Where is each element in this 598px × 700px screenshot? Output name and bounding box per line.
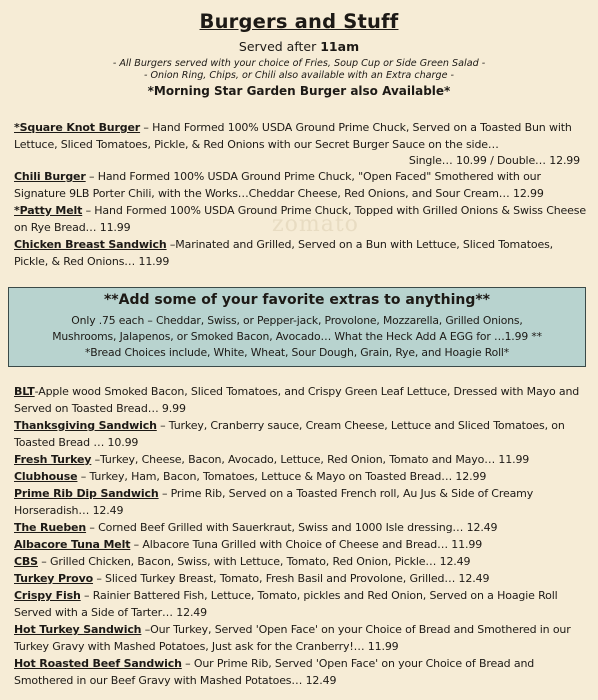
menu-item (14, 384, 586, 417)
menu-item (14, 237, 586, 270)
item-name: Fresh Turkey (14, 453, 92, 466)
item-description: – Hand Formed 100% USDA Ground Prime Chuck, Served on a Toasted Bun with Lettuce, Sliced Tomatoes, Pickle, & Red Onions with our Secret Burger Sauce on the side… (14, 121, 572, 151)
menu-item (14, 203, 586, 236)
bread-choices-line: *Bread Choices include, White, Wheat, Sour Dough, Grain, Rye, and Hoagie Roll* (84, 346, 510, 359)
menu-item (14, 571, 586, 588)
item-name: CBS (14, 555, 38, 568)
extras-line: Mushrooms, Jalapenos, or Smoked Bacon, Avocado… What the Heck Add A EGG for …1.99 ** (52, 330, 542, 343)
item-description: –Marinated and Grilled, Served on a Bun with Lettuce, Sliced Tomatoes, Pickle, & Red Onions… 11.99 (14, 238, 553, 268)
item-description: – Sliced Turkey Breast, Tomato, Fresh Basil and Provolone, Grilled… 12.49 (93, 572, 490, 585)
menu-item (14, 486, 586, 519)
item-name: Crispy Fish (14, 589, 81, 602)
item-description: – Prime Rib, Served on a Toasted French roll, Au Jus & Side of Creamy Horseradish… 12.49 (14, 487, 534, 517)
item-description: – Turkey, Cranberry sauce, Cream Cheese, Lettuce and Sliced Tomatoes, on Toasted Bread … 10.99 (14, 419, 565, 449)
item-description: – Grilled Chicken, Bacon, Swiss, with Lettuce, Tomato, Red Onion, Pickle… 12.49 (37, 555, 471, 568)
extras-line: Only .75 each – Cheddar, Swiss, or Pepper-jack, Provolone, Mozzarella, Grilled Onions, (71, 314, 523, 327)
item-description: -Apple wood Smoked Bacon, Sliced Tomatoes, and Crispy Green Leaf Lettuce, Dressed with Mayo and Served on Toasted Bread… 9.99 (14, 385, 580, 415)
item-description: – Albacore Tuna Grilled with Choice of Cheese and Bread… 11.99 (130, 538, 483, 551)
menu-item (14, 452, 586, 469)
item-description: – Our Prime Rib, Served 'Open Face' on your Choice of Bread and Smothered in our Beef Gravy with Mashed Potatoes… 12.49 (14, 657, 535, 687)
item-name: Clubhouse (14, 470, 78, 483)
item-name: Hot Turkey Sandwich (14, 623, 142, 636)
item-name: Turkey Provo (14, 572, 94, 585)
served-after-line (0, 39, 598, 54)
menu-item (14, 469, 586, 486)
morning-star-note: *Morning Star Garden Burger also Available* (147, 84, 451, 98)
page-title: Burgers and Stuff (199, 10, 399, 33)
item-name: *Square Knot Burger (14, 121, 141, 134)
item-description: – Hand Formed 100% USDA Ground Prime Chuck, Topped with Grilled Onions & Swiss Cheese on Rye Bread… 11.99 (14, 204, 586, 234)
item-name: Prime Rib Dip Sandwich (14, 487, 159, 500)
item-name: Chili Burger (14, 170, 86, 183)
item-description: –Turkey, Cheese, Bacon, Avocado, Lettuce, Red Onion, Tomato and Mayo… 11.99 (91, 453, 530, 466)
extra-charge-note: - Onion Ring, Chips, or Chili also available with an Extra charge - (143, 70, 454, 81)
extras-box (8, 287, 586, 367)
item-name: Albacore Tuna Melt (14, 538, 131, 551)
watermark: zomato (272, 212, 359, 237)
item-name: Hot Roasted Beef Sandwich (14, 657, 182, 670)
item-name: Thanksgiving Sandwich (14, 419, 157, 432)
menu-item (14, 520, 586, 537)
menu-item (14, 554, 586, 571)
item-name: *Patty Melt (14, 204, 83, 217)
item-name: The Rueben (14, 521, 87, 534)
item-description: –Our Turkey, Served 'Open Face' on your Choice of Bread and Smothered in our Turkey Gravy with Mashed Potatoes, Just ask for the Cranberry!… 11.99 (14, 623, 571, 653)
menu-item (14, 537, 586, 554)
menu-item (14, 622, 586, 655)
menu-item (14, 418, 586, 451)
burger-sides-note: - All Burgers served with your choice of Fries, Soup Cup or Side Green Salad - (112, 58, 486, 69)
item-price: Single… 10.99 / Double… 12.99 (408, 154, 580, 167)
menu-item (14, 120, 586, 170)
item-description: – Corned Beef Grilled with Sauerkraut, Swiss and 1000 Isle dressing… 12.49 (86, 521, 498, 534)
item-name: Chicken Breast Sandwich (14, 238, 167, 251)
menu-item (14, 588, 586, 621)
item-description: – Rainier Battered Fish, Lettuce, Tomato, pickles and Red Onion, Served on a Hoagie Roll Served with a Side of Tarter… 12.49 (14, 589, 558, 619)
item-description: – Hand Formed 100% USDA Ground Prime Chuck, "Open Faced" Smothered with our Signature 9LB Porter Chili, with the Works…Cheddar Cheese, Red Onions, and Sour Cream… 12.99 (14, 170, 544, 200)
menu-item (14, 169, 586, 202)
served-prefix: Served after (238, 39, 317, 54)
extras-title: **Add some of your favorite extras to anything** (103, 292, 490, 308)
served-time: 11am (320, 39, 360, 54)
item-description: – Turkey, Ham, Bacon, Tomatoes, Lettuce & Mayo on Toasted Bread… 12.99 (77, 470, 487, 483)
item-name: BLT (14, 385, 35, 398)
menu-item (14, 656, 586, 689)
